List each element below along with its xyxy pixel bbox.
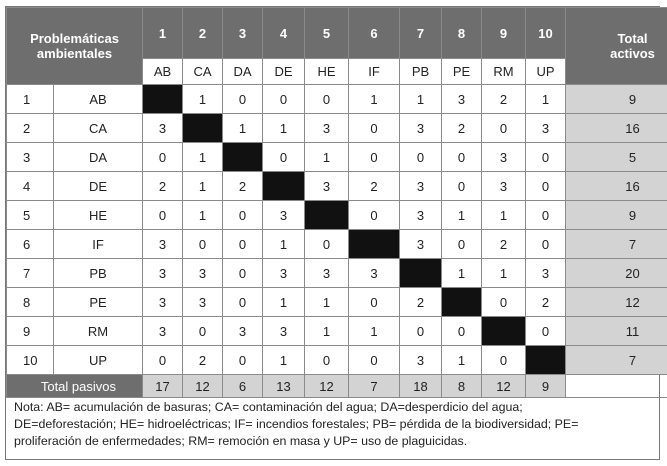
matrix-cell: 0: [526, 143, 566, 172]
matrix-cell: 3: [143, 317, 183, 346]
table-row: [7, 85, 667, 114]
diagonal-cell: [526, 346, 566, 375]
problems-header: [7, 8, 143, 85]
matrix-cell: 3: [305, 172, 349, 201]
matrix-cell: 0: [223, 346, 263, 375]
matrix-cell: 3: [223, 317, 263, 346]
matrix-cell: 1: [183, 172, 223, 201]
matrix-cell: 2: [143, 172, 183, 201]
matrix-cell: 0: [349, 288, 400, 317]
matrix-cell: 3: [305, 114, 349, 143]
matrix-cell: 2: [482, 85, 526, 114]
row-label: UP: [54, 346, 143, 375]
environmental-problems-matrix: [6, 7, 667, 398]
total-passive-value: 12: [183, 375, 223, 398]
matrix-cell: 0: [263, 143, 305, 172]
total-active-line1: Total: [617, 31, 648, 46]
total-passive-value: 6: [223, 375, 263, 398]
matrix-cell: 0: [526, 172, 566, 201]
matrix-cell: 0: [223, 230, 263, 259]
row-total-active: 7: [566, 230, 667, 259]
table-row: [7, 230, 667, 259]
matrix-cell: 1: [263, 230, 305, 259]
matrix-cell: 3: [263, 259, 305, 288]
footnote: [14, 399, 652, 450]
table-row: [7, 114, 667, 143]
table-row: [7, 346, 667, 375]
matrix-cell: 1: [305, 143, 349, 172]
col-abbr-da: DA: [223, 59, 263, 85]
matrix-cell: 1: [183, 85, 223, 114]
table-row: [7, 143, 667, 172]
matrix-cell: 0: [442, 172, 482, 201]
row-total-active: 9: [566, 85, 667, 114]
matrix-cell: 1: [263, 346, 305, 375]
footnote-line-1: Nota: AB= acumulación de basuras; CA= contaminación del agua; DA=desperdicio del agua;: [14, 400, 523, 414]
row-label: PB: [54, 259, 143, 288]
matrix-cell: 1: [305, 317, 349, 346]
matrix-cell: 0: [442, 230, 482, 259]
matrix-cell: 3: [400, 230, 442, 259]
matrix-cell: 1: [183, 143, 223, 172]
matrix-cell: 3: [349, 259, 400, 288]
problems-header-line1: Problemáticas: [30, 31, 119, 46]
matrix-container: [5, 6, 660, 460]
matrix-cell: 1: [442, 346, 482, 375]
matrix-cell: 0: [305, 230, 349, 259]
diagonal-cell: [400, 259, 442, 288]
matrix-cell: 1: [223, 114, 263, 143]
col-abbr-pb: PB: [400, 59, 442, 85]
matrix-cell: 2: [223, 172, 263, 201]
row-label: IF: [54, 230, 143, 259]
matrix-cell: 0: [349, 143, 400, 172]
matrix-cell: 0: [143, 201, 183, 230]
row-label: AB: [54, 85, 143, 114]
matrix-cell: 0: [349, 201, 400, 230]
total-passive-row: [7, 375, 667, 398]
matrix-cell: 2: [183, 346, 223, 375]
col-abbr-pe: PE: [442, 59, 482, 85]
matrix-cell: 0: [183, 230, 223, 259]
matrix-cell: 2: [400, 288, 442, 317]
matrix-cell: 0: [143, 346, 183, 375]
footnote-line-3: proliferación de enfermedades; RM= remoción en masa y UP= uso de plaguicidas.: [14, 434, 468, 448]
total-active-line2: activos: [610, 46, 655, 61]
table-row: [7, 288, 667, 317]
row-total-active: 9: [566, 201, 667, 230]
row-total-active: 20: [566, 259, 667, 288]
row-number: 7: [7, 259, 54, 288]
row-number: 9: [7, 317, 54, 346]
diagonal-cell: [482, 317, 526, 346]
matrix-cell: 1: [305, 288, 349, 317]
row-total-active: 7: [566, 346, 667, 375]
diagonal-cell: [223, 143, 263, 172]
matrix-cell: 0: [349, 114, 400, 143]
matrix-cell: 0: [482, 346, 526, 375]
row-number: 10: [7, 346, 54, 375]
col-abbr-if: IF: [349, 59, 400, 85]
row-total-active: 16: [566, 114, 667, 143]
matrix-cell: 3: [400, 114, 442, 143]
col-number-7: 7: [400, 8, 442, 59]
matrix-cell: 3: [263, 201, 305, 230]
footnote-line-2: DE=deforestación; HE= hidroeléctricas; IF= incendios forestales; PB= pérdida de la biodiversidad; PE=: [14, 417, 579, 431]
diagonal-cell: [263, 172, 305, 201]
matrix-cell: 0: [526, 230, 566, 259]
total-active-header: [566, 8, 667, 85]
diagonal-cell: [183, 114, 223, 143]
matrix-cell: 3: [143, 230, 183, 259]
matrix-cell: 1: [263, 288, 305, 317]
matrix-cell: 3: [482, 172, 526, 201]
col-abbr-rm: RM: [482, 59, 526, 85]
row-total-active: 12: [566, 288, 667, 317]
matrix-cell: 0: [526, 317, 566, 346]
col-abbr-up: UP: [526, 59, 566, 85]
row-number: 1: [7, 85, 54, 114]
table-row: [7, 317, 667, 346]
matrix-cell: 3: [400, 346, 442, 375]
diagonal-cell: [305, 201, 349, 230]
matrix-cell: 3: [526, 259, 566, 288]
matrix-cell: 3: [400, 201, 442, 230]
matrix-cell: 1: [442, 201, 482, 230]
total-passive-value: 8: [442, 375, 482, 398]
total-passive-empty: [566, 375, 667, 398]
table-row: [7, 259, 667, 288]
matrix-cell: 1: [482, 259, 526, 288]
matrix-cell: 1: [400, 85, 442, 114]
matrix-cell: 3: [482, 143, 526, 172]
total-passive-value: 18: [400, 375, 442, 398]
matrix-cell: 1: [526, 85, 566, 114]
total-passive-value: 9: [526, 375, 566, 398]
matrix-cell: 3: [143, 259, 183, 288]
col-abbr-he: HE: [305, 59, 349, 85]
matrix-cell: 3: [183, 259, 223, 288]
col-number-9: 9: [482, 8, 526, 59]
matrix-cell: 0: [482, 114, 526, 143]
matrix-cell: 0: [183, 317, 223, 346]
row-number: 4: [7, 172, 54, 201]
matrix-cell: 0: [223, 201, 263, 230]
total-passive-value: 12: [482, 375, 526, 398]
col-number-4: 4: [263, 8, 305, 59]
matrix-cell: 3: [183, 288, 223, 317]
row-label: HE: [54, 201, 143, 230]
table-row: [7, 172, 667, 201]
matrix-cell: 1: [349, 85, 400, 114]
matrix-cell: 0: [442, 317, 482, 346]
row-label: RM: [54, 317, 143, 346]
matrix-cell: 3: [400, 172, 442, 201]
problems-header-line2: ambientales: [36, 46, 113, 61]
matrix-cell: 0: [223, 259, 263, 288]
total-passive-value: 13: [263, 375, 305, 398]
row-label: DA: [54, 143, 143, 172]
matrix-cell: 1: [183, 201, 223, 230]
row-number: 8: [7, 288, 54, 317]
row-total-active: 5: [566, 143, 667, 172]
diagonal-cell: [143, 85, 183, 114]
col-abbr-de: DE: [263, 59, 305, 85]
row-number: 5: [7, 201, 54, 230]
col-number-2: 2: [183, 8, 223, 59]
col-number-1: 1: [143, 8, 183, 59]
row-total-active: 16: [566, 172, 667, 201]
matrix-cell: 2: [526, 288, 566, 317]
matrix-cell: 0: [143, 143, 183, 172]
col-abbr-ab: AB: [143, 59, 183, 85]
matrix-cell: 1: [482, 201, 526, 230]
col-abbr-ca: CA: [183, 59, 223, 85]
col-number-5: 5: [305, 8, 349, 59]
matrix-cell: 1: [442, 259, 482, 288]
total-passive-value: 12: [305, 375, 349, 398]
matrix-cell: 0: [223, 85, 263, 114]
col-number-6: 6: [349, 8, 400, 59]
matrix-cell: 2: [349, 172, 400, 201]
matrix-cell: 3: [263, 317, 305, 346]
matrix-cell: 1: [263, 114, 305, 143]
matrix-cell: 2: [442, 114, 482, 143]
matrix-cell: 1: [349, 317, 400, 346]
diagonal-cell: [349, 230, 400, 259]
row-number: 6: [7, 230, 54, 259]
row-number: 3: [7, 143, 54, 172]
row-label: CA: [54, 114, 143, 143]
col-number-10: 10: [526, 8, 566, 59]
matrix-cell: 3: [305, 259, 349, 288]
row-label: PE: [54, 288, 143, 317]
matrix-cell: 0: [400, 317, 442, 346]
col-number-8: 8: [442, 8, 482, 59]
matrix-cell: 0: [442, 143, 482, 172]
table-row: [7, 201, 667, 230]
matrix-cell: 0: [482, 288, 526, 317]
matrix-cell: 3: [442, 85, 482, 114]
matrix-cell: 3: [143, 114, 183, 143]
matrix-cell: 0: [400, 143, 442, 172]
total-passive-label: Total pasivos: [7, 375, 143, 398]
total-passive-value: 7: [349, 375, 400, 398]
matrix-cell: 0: [263, 85, 305, 114]
matrix-cell: 0: [305, 346, 349, 375]
total-passive-value: 17: [143, 375, 183, 398]
row-label: DE: [54, 172, 143, 201]
matrix-cell: 3: [526, 114, 566, 143]
matrix-cell: 3: [143, 288, 183, 317]
matrix-cell: 0: [305, 85, 349, 114]
col-number-3: 3: [223, 8, 263, 59]
matrix-cell: 0: [223, 288, 263, 317]
diagonal-cell: [442, 288, 482, 317]
matrix-cell: 2: [482, 230, 526, 259]
row-number: 2: [7, 114, 54, 143]
matrix-cell: 0: [526, 201, 566, 230]
row-total-active: 11: [566, 317, 667, 346]
matrix-cell: 0: [349, 346, 400, 375]
